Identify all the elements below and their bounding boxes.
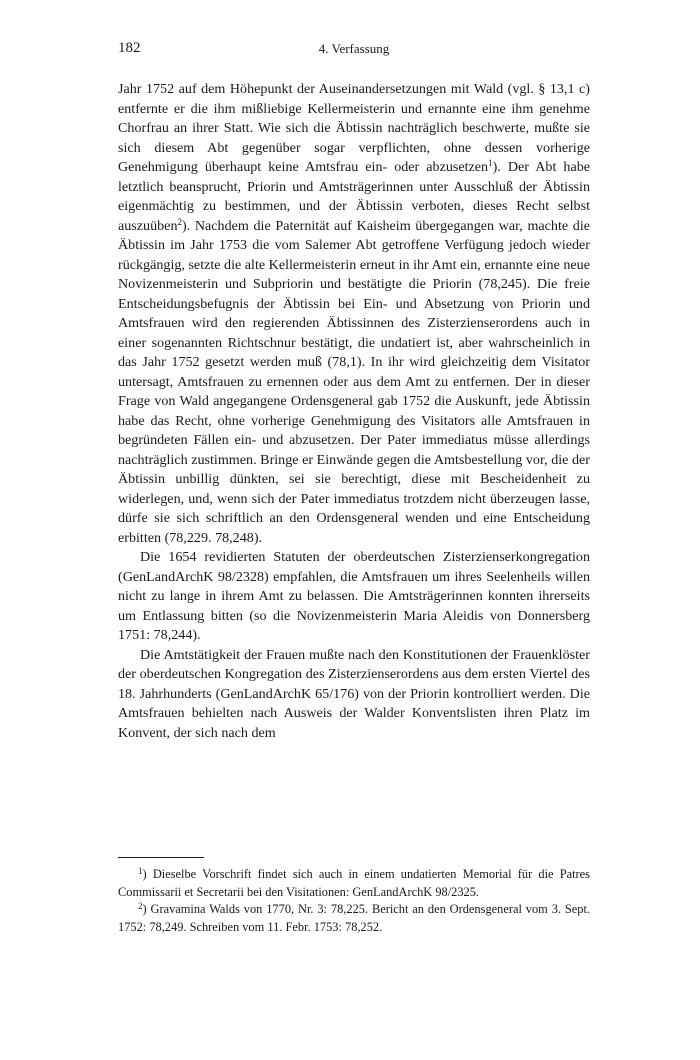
footnotes: [118, 866, 590, 936]
page-header: [118, 40, 590, 60]
paragraph-3: Die Amtstätigkeit der Frauen mußte nach den Konstitutionen der Frauenklöster der oberdeutschen Kongregation des Zisterzienserordens aus dem ersten Viertel des 18. Jahrhunderts (GenLandArchK 65/176) von der Priorin kontrolliert werden. Die Amtsfrauen behielten nach Ausweis der Walder Konventslisten ihren Platz im Konvent, der sich nach dem: [118, 646, 590, 741]
footnote-ref-1: 1: [488, 158, 493, 168]
footnote-ref-2: 2: [177, 216, 182, 227]
footnote-2-text: ) Gravamina Walds von 1770, Nr. 3: 78,225. Bericht an den Ordensgeneral vom 3. Sept. 1752: 78,249. Schreiben vom 11. Febr. 1753: 78,252.: [118, 902, 590, 934]
paragraph-2: Die 1654 revidierten Statuten der oberdeutschen Zisterzienserkongregation (GenLandArchK 98/2328) empfahlen, die Amtsfrauen um ihres Seelenheils willen nicht zu lange in ihrem Amt zu belassen. Die Amtsträgerinnen konnten ihrerseits um Entlassung bitten (so die Novizenmeisterin Maria Aleidis von Donnersberg 1751: 78,244).: [118, 549, 590, 643]
footnote-1: [118, 866, 590, 901]
paragraph-1-part-a: Jahr 1752 auf dem Höhepunkt der Auseinandersetzungen mit Wald (vgl. § 13,1 c) entfernte er die ihm mißliebige Kellermeisterin und ernannte eine ihm genehme Chorfrau an ihrer Statt. Wie sich die Äbtissin nachträglich beschwerte, mußte sie sich diesem Abt gegenüber sogar verpflichten, ohne dessen vorherige Genehmigung überhaupt keine Amtsfrau ein- oder abzusetzen: [118, 81, 590, 175]
body-text: [118, 80, 590, 743]
footnote-2: [118, 901, 590, 936]
paragraph-1-part-b: ). Der Abt habe letztlich beansprucht, Priorin und Amtsträgerinnen unter Ausschluß der Äbtissin eigenmächtig zu bestimmen, und der Äbtissin verboten, dieses Recht selbst auszuüben: [118, 159, 590, 234]
footnote-1-mark: 1: [138, 866, 143, 876]
running-title: 4. Verfassung: [318, 41, 390, 56]
paragraph-1-part-c: ). Nachdem die Paternität auf Kaisheim übergegangen war, machte die Äbtissin im Jahr 1753 die vom Salemer Abt getroffene Verfügung jedoch wieder rückgängig, setzte die alte Kellermeisterin erneut in ihr Amt ein, ernannte eine neue Novizenmeisterin und Subpriorin und bestätigte die Priorin (78,245). Die freie Entscheidungsbefugnis der Äbtissin bei Ein- und Absetzung von Priorin und Amtsfrauen wird den regierenden Äbtissinnen des Zisterzienserordens auch in einer sogenannten Richtschnur bestätigt, die undatiert ist, aber wahrscheinlich in das Jahr 1752 gesetzt werden muß (78,1). In ihr wird gleichzeitig dem Visitator untersagt, Amtsfrauen zu ernennen oder aus dem Amt zu entfernen. Der in dieser Frage von Wald angegangene Ordensgeneral gab 1752 die Auskunft, jede Äbtissin habe das Recht, ohne vorherige Genehmigung des Visitators alle Amtsfrauen in begründeten Fällen ein- und abzusetzen. Der Pater immediatus müsse allerdings nachträglich zustimmen. Bringe er Einwände gegen die Amtsbestellung vor, die der Äbtissin unbillig dünkten, sei sie berechtigt, diese mit Bescheidenheit zu widerlegen, und, wenn sich der Pater immediatus trotzdem nicht überzeugen lasse, dürfe sie sich schriftlich an den Ordensgeneral wenden und eine Entscheidung erbitten (78,229. 78,248).: [118, 217, 590, 546]
footnote-2-mark: 2: [138, 901, 143, 911]
footnote-1-text: ) Dieselbe Vorschrift findet sich auch in einem undatierten Memorial für die Patres Commissarii et Secretarii bei den Visitationen: GenLandArchK 98/2325.: [118, 867, 590, 899]
page-number: 182: [118, 40, 141, 56]
paragraph-1: [118, 80, 590, 548]
footnote-divider: [118, 857, 204, 858]
